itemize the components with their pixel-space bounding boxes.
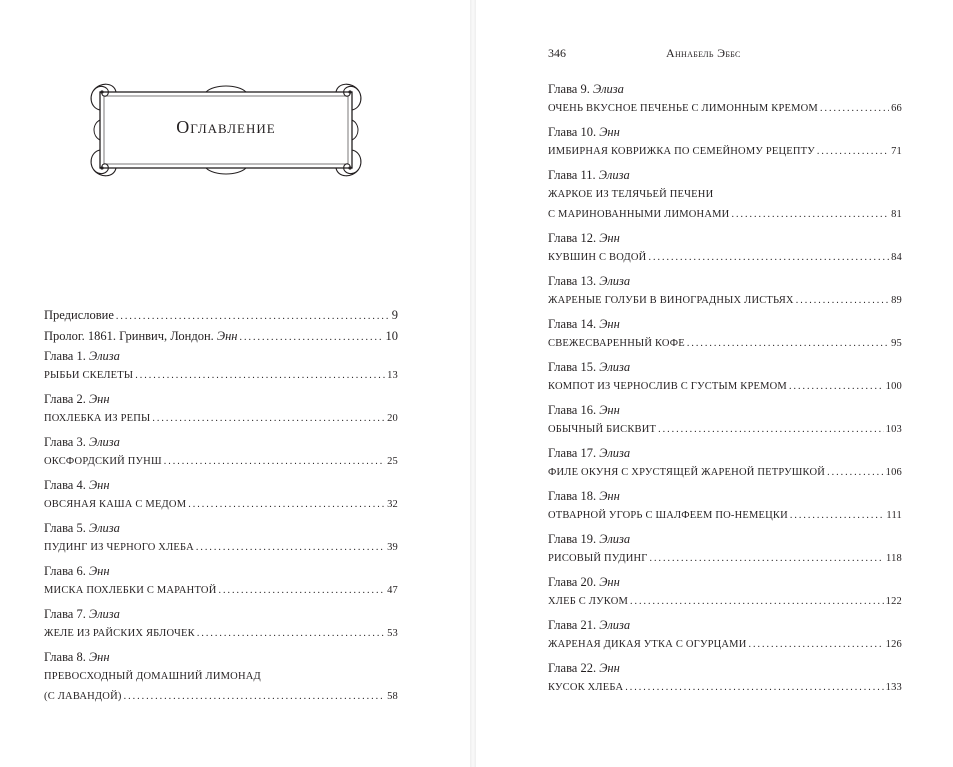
chapter-number: Глава 7. [44, 607, 86, 621]
toc-page-number: 100 [885, 381, 902, 392]
dot-leader [658, 420, 883, 440]
chapter-number: Глава 6. [44, 564, 86, 578]
toc-page-number: 32 [387, 499, 398, 510]
chapter-heading [548, 400, 902, 420]
chapter-heading [548, 271, 902, 291]
heroine-name: Элиза [88, 435, 120, 449]
ornamental-title-frame [86, 80, 366, 180]
chapter-number: Глава 12. [548, 231, 597, 245]
chapter-number: Глава 1. [44, 349, 86, 363]
chapter-title: РЫБЬИ СКЕЛЕТЫ [44, 370, 134, 381]
heroine-name: Энн [88, 478, 110, 492]
dot-leader [625, 678, 883, 698]
heroine-name: Элиза [598, 168, 630, 182]
chapter-number: Глава 21. [548, 618, 597, 632]
toc-entry-label: Пролог. 1861. Гринвич, Лондон. [44, 329, 214, 343]
chapter-heading [44, 432, 398, 452]
toc-page-number: 25 [387, 456, 398, 467]
chapter-number: Глава 14. [548, 317, 597, 331]
chapter-heading [44, 475, 398, 495]
running-head [548, 46, 913, 62]
chapter-number: Глава 3. [44, 435, 86, 449]
chapter-entry [548, 205, 902, 225]
heroine-name: Элиза [88, 521, 120, 535]
author-name: Аннабель Эббс [666, 46, 741, 60]
right-page [476, 0, 953, 767]
chapter-entry [548, 142, 902, 162]
toc-page-number: 95 [891, 338, 902, 349]
chapter-number: Глава 8. [44, 650, 86, 664]
chapter-title: КОМПОТ ИЗ ЧЕРНОСЛИВ С ГУСТЫМ КРЕМОМ [548, 381, 787, 392]
heroine-name: Элиза [599, 360, 631, 374]
toc-page-number: 39 [387, 542, 398, 553]
chapter-number: Глава 15. [548, 360, 597, 374]
chapter-title: ЖАРКОЕ ИЗ ТЕЛЯЧЬЕЙ ПЕЧЕНИ [548, 189, 714, 200]
toc-page-number: 103 [885, 424, 902, 435]
chapter-heading [44, 561, 398, 581]
chapter-title: С МАРИНОВАННЫМИ ЛИМОНАМИ [548, 209, 730, 220]
chapter-entry [44, 495, 398, 515]
toc-page-number: 13 [387, 370, 398, 381]
chapter-number: Глава 10. [548, 125, 597, 139]
chapter-title: ИМБИРНАЯ КОВРИЖКА ПО СЕМЕЙНОМУ РЕЦЕПТУ [548, 146, 815, 157]
chapter-entry [548, 463, 902, 483]
dot-leader [687, 334, 889, 354]
chapter-heading [548, 658, 902, 678]
chapter-title: ПОХЛЕБКА ИЗ РЕПЫ [44, 413, 151, 424]
chapter-heading [548, 443, 902, 463]
chapter-number: Глава 19. [548, 532, 597, 546]
heroine-name: Энн [599, 231, 620, 245]
chapter-heading [548, 529, 902, 549]
chapter-number: Глава 20. [548, 575, 597, 589]
dot-leader [820, 99, 889, 119]
chapter-heading [548, 79, 902, 99]
dot-leader [188, 495, 385, 515]
dot-leader [116, 306, 390, 327]
chapter-title: КУВШИН С ВОДОЙ [548, 252, 647, 263]
chapter-entry [44, 687, 398, 707]
chapter-title-line [548, 185, 902, 205]
toc-page-number: 53 [387, 628, 398, 639]
toc-page-number: 118 [886, 553, 902, 564]
toc-left [44, 305, 398, 707]
chapter-title: ПРЕВОСХОДНЫЙ ДОМАШНИЙ ЛИМОНАД [44, 671, 261, 682]
chapter-title: ЖАРЕНЫЕ ГОЛУБИ В ВИНОГРАДНЫХ ЛИСТЬЯХ [548, 295, 794, 306]
dot-leader [164, 452, 385, 472]
dot-leader [196, 538, 385, 558]
chapter-entry [548, 506, 902, 526]
chapter-heading [44, 604, 398, 624]
chapter-number: Глава 9. [548, 82, 590, 96]
chapter-number: Глава 13. [548, 274, 597, 288]
page-number: 346 [548, 46, 566, 60]
chapter-title: ФИЛЕ ОКУНЯ С ХРУСТЯЩЕЙ ЖАРЕНОЙ ПЕТРУШКОЙ [548, 467, 826, 478]
dot-leader [135, 366, 385, 386]
chapter-heading [548, 357, 902, 377]
toc-page-number: 133 [885, 682, 902, 693]
chapter-entry [44, 538, 398, 558]
chapter-title: ХЛЕБ С ЛУКОМ [548, 596, 629, 607]
chapter-title: ЖАРЕНАЯ ДИКАЯ УТКА С ОГУРЦАМИ [548, 639, 747, 650]
heroine-name: Энн [599, 661, 620, 675]
heroine-name: Элиза [599, 618, 631, 632]
toc-page-number: 71 [891, 146, 902, 157]
chapter-title: ПУДИНГ ИЗ ЧЕРНОГО ХЛЕБА [44, 542, 194, 553]
dot-leader [650, 549, 885, 569]
heroine-name: Элиза [88, 349, 120, 363]
chapter-entry [548, 420, 902, 440]
dot-leader [749, 635, 884, 655]
toc-page-number: 89 [891, 295, 902, 306]
chapter-title: ОКСФОРДСКИЙ ПУНШ [44, 456, 162, 467]
chapter-number: Глава 22. [548, 661, 597, 675]
chapter-heading [548, 314, 902, 334]
dot-leader [197, 624, 385, 644]
chapter-heading [44, 647, 398, 667]
heroine-name: Энн [599, 575, 620, 589]
toc-page-number: 47 [387, 585, 398, 596]
heroine-name: Элиза [599, 446, 631, 460]
toc-page-number: 66 [891, 103, 902, 114]
dot-leader [152, 409, 385, 429]
heroine-name: Энн [599, 489, 620, 503]
chapter-entry [548, 377, 902, 397]
chapter-title: ОВСЯНАЯ КАША С МЕДОМ [44, 499, 187, 510]
heroine-name: Элиза [599, 532, 631, 546]
chapter-heading [548, 122, 902, 142]
chapter-entry [548, 549, 902, 569]
toc-entry-preface [44, 305, 398, 326]
chapter-heading [548, 486, 902, 506]
chapter-title: ОБЫЧНЫЙ БИСКВИТ [548, 424, 657, 435]
chapter-heading [44, 518, 398, 538]
toc-page-number: 81 [891, 209, 902, 220]
toc-page-number: 58 [387, 691, 398, 702]
heroine-name: Энн [216, 329, 238, 343]
heroine-name: Энн [88, 650, 110, 664]
chapter-entry [44, 581, 398, 601]
chapter-number: Глава 17. [548, 446, 597, 460]
heroine-name: Элиза [592, 82, 624, 96]
chapter-number: Глава 16. [548, 403, 597, 417]
chapter-heading [44, 389, 398, 409]
dot-leader [796, 291, 889, 311]
left-page [0, 0, 470, 767]
toc-page-number: 84 [891, 252, 902, 263]
toc-page-number: 111 [886, 510, 902, 521]
toc-page-number: 20 [387, 413, 398, 424]
chapter-title: МИСКА ПОХЛЕБКИ С МАРАНТОЙ [44, 585, 217, 596]
toc-page-number: 122 [885, 596, 902, 607]
chapter-number: Глава 2. [44, 392, 86, 406]
chapter-title: РИСОВЫЙ ПУДИНГ [548, 553, 648, 564]
chapter-number: Глава 18. [548, 489, 597, 503]
toc-page-number: 126 [885, 639, 902, 650]
heroine-name: Энн [88, 392, 110, 406]
chapter-title: КУСОК ХЛЕБА [548, 682, 624, 693]
toc-page-number: 106 [885, 467, 902, 478]
toc-page-number: 9 [391, 308, 398, 322]
dot-leader [124, 687, 386, 707]
chapter-heading [548, 228, 902, 248]
toc-title: Оглавление [176, 117, 276, 137]
heroine-name: Энн [599, 125, 620, 139]
dot-leader [789, 377, 884, 397]
dot-leader [219, 581, 386, 601]
chapter-number: Глава 5. [44, 521, 86, 535]
heroine-name: Элиза [88, 607, 120, 621]
chapter-heading [548, 572, 902, 592]
chapter-entry [548, 248, 902, 268]
chapter-title-line [44, 667, 398, 687]
chapter-entry [44, 624, 398, 644]
chapter-title: ОТВАРНОЙ УГОРЬ С ШАЛФЕЕМ ПО-НЕМЕЦКИ [548, 510, 788, 521]
chapter-entry [548, 99, 902, 119]
chapter-title: ОЧЕНЬ ВКУСНОЕ ПЕЧЕНЬЕ С ЛИМОННЫМ КРЕМОМ [548, 103, 818, 114]
heroine-name: Энн [88, 564, 110, 578]
chapter-entry [548, 592, 902, 612]
toc-right [548, 79, 902, 698]
chapter-entry [548, 635, 902, 655]
chapter-title: ЖЕЛЕ ИЗ РАЙСКИХ ЯБЛОЧЕК [44, 628, 195, 639]
chapter-entry [548, 291, 902, 311]
chapter-heading [548, 165, 902, 185]
chapter-entry [548, 678, 902, 698]
chapter-entry [44, 366, 398, 386]
heroine-name: Энн [599, 317, 620, 331]
dot-leader [827, 463, 884, 483]
toc-entry-prologue [44, 326, 398, 346]
heroine-name: Энн [599, 403, 620, 417]
chapter-title: СВЕЖЕСВАРЕННЫЙ КОФЕ [548, 338, 685, 349]
dot-leader [630, 592, 884, 612]
chapter-heading [548, 615, 902, 635]
chapter-entry [44, 409, 398, 429]
chapter-number: Глава 4. [44, 478, 86, 492]
dot-leader [790, 506, 885, 526]
chapter-title: (С ЛАВАНДОЙ) [44, 691, 122, 702]
chapter-entry [44, 452, 398, 472]
chapter-entry [548, 334, 902, 354]
toc-page-number: 10 [385, 329, 398, 343]
chapter-number: Глава 11. [548, 168, 596, 182]
dot-leader [240, 328, 384, 348]
toc-entry-label: Предисловие [44, 308, 114, 322]
dot-leader [648, 248, 889, 268]
chapter-heading [44, 346, 398, 366]
dot-leader [731, 205, 889, 225]
heroine-name: Элиза [599, 274, 631, 288]
dot-leader [817, 142, 889, 162]
